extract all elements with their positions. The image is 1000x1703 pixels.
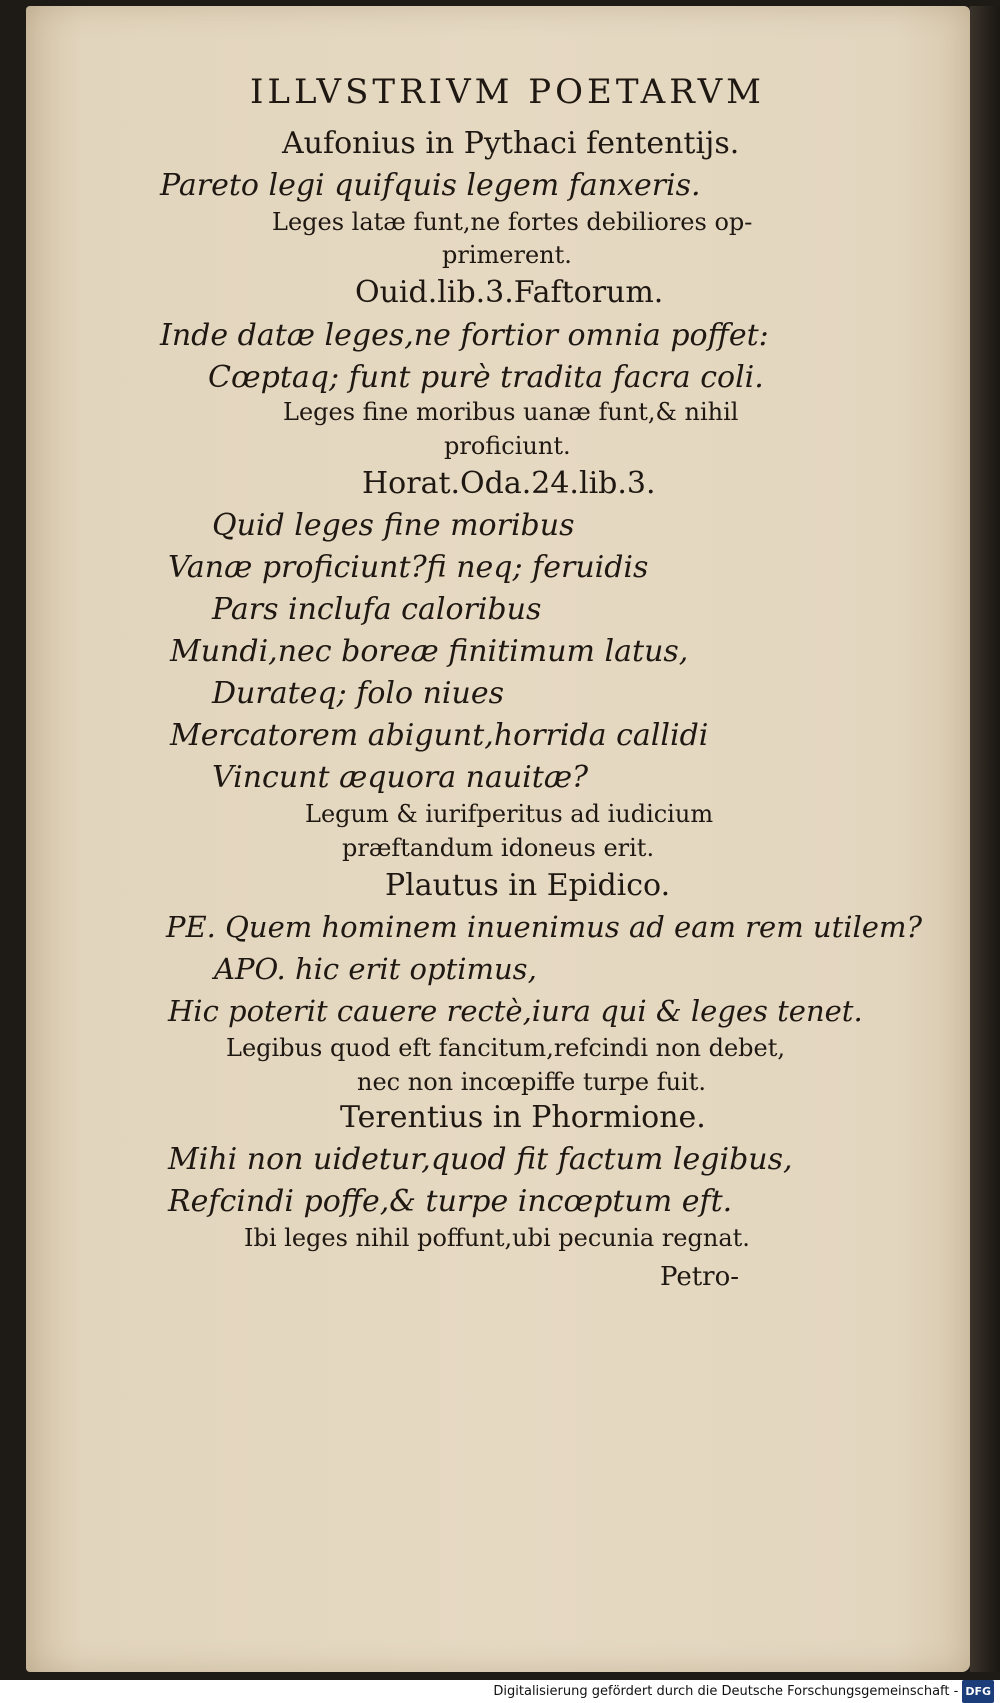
source-heading: Horat.Oda.24.lib.3. xyxy=(362,466,656,501)
prose-line: primerent. xyxy=(442,241,572,269)
prose-line: Legibus quod eft fancitum,refcindi non debet, xyxy=(226,1034,786,1062)
verse-line: Inde datæ leges,ne fortior omnia poffet: xyxy=(160,318,769,353)
prose-line: Legum & iurifperitus ad iudicium xyxy=(305,800,714,828)
verse-line: Hic poterit cauere rectè,iura qui & leges tenet. xyxy=(168,994,863,1028)
dialogue-line: APO. hic erit optimus, xyxy=(214,952,537,986)
verse-line: Quid leges fine moribus xyxy=(212,508,575,543)
verse-line: Vanæ proficiunt?fi neq; feruidis xyxy=(168,550,649,585)
source-heading: Plautus in Epidico. xyxy=(385,868,671,903)
text-line: Aufonius in Pythaci fententijs. xyxy=(282,126,740,161)
page-edge xyxy=(970,6,1000,1672)
prose-line: Ibi leges nihil poffunt,ubi pecunia regnat. xyxy=(244,1224,750,1252)
verse-line: Cœptaq; funt purè tradita facra coli. xyxy=(208,360,764,395)
verse-line: Refcindi poffe,& turpe incœptum eft. xyxy=(168,1184,733,1219)
prose-line: nec non incœpiffe turpe fuit. xyxy=(357,1068,707,1096)
verse-line: Durateq; folo niues xyxy=(212,676,505,711)
prose-line: Leges fine moribus uanæ funt,& nihil xyxy=(283,398,739,426)
verse-line: Mundi,nec boreæ finitimum latus, xyxy=(170,634,689,669)
footer-text: Digitalisierung gefördert durch die Deutsche Forschungsgemeinschaft - xyxy=(493,1684,959,1699)
prose-line: proficiunt. xyxy=(444,432,571,460)
source-heading: Ouid.lib.3.Faftorum. xyxy=(355,275,664,310)
prose-line: Leges latæ funt,ne fortes debiliores op- xyxy=(272,208,753,236)
dialogue-line: PE. Quem hominem inuenimus ad eam rem utilem? xyxy=(166,910,923,944)
running-header: ILLVSTRIVM POETARVM xyxy=(250,72,765,112)
verse-line: Vincunt æquora nauitæ? xyxy=(212,760,589,795)
catchword: Petro- xyxy=(660,1262,740,1292)
verse-line: Mihi non uidetur,quod fit factum legibus, xyxy=(168,1142,793,1177)
digitization-footer xyxy=(0,1680,1000,1703)
verse-line: Pars inclufa caloribus xyxy=(212,592,542,627)
verse-line: Mercatorem abigunt,horrida callidi xyxy=(170,718,709,753)
dfg-logo-icon: DFG xyxy=(962,1680,994,1703)
prose-line: præftandum idoneus erit. xyxy=(342,834,655,862)
source-heading: Terentius in Phormione. xyxy=(340,1100,706,1135)
verse-line: Pareto legi quifquis legem fanxeris. xyxy=(160,168,701,203)
